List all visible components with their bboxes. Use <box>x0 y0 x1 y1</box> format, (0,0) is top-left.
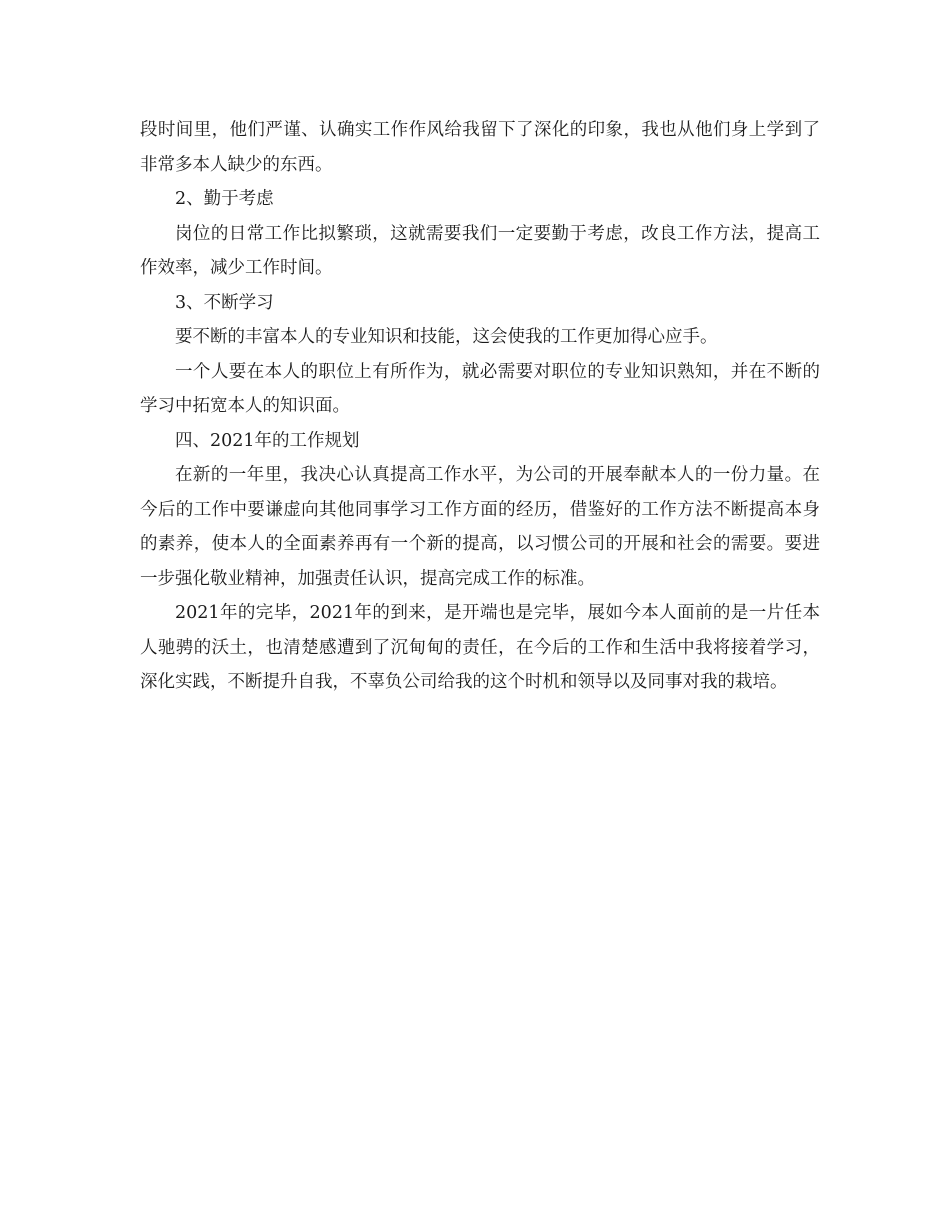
heading-diligent-thinking: 2、勤于考虑 <box>175 189 274 209</box>
document-body <box>140 113 820 700</box>
paragraph-learning-skills: 要不断的丰富本人的专业知识和技能，这会使我的工作更加得心应手。 <box>175 327 718 347</box>
paragraph-learning-knowledge: 一个人要在本人的职位上有所作为，就必需要对职位的专业知识熟知，并在不断的学习中拓宽本人的知识面。 <box>140 361 820 416</box>
paragraph-conclusion: 2021年的完毕，2021年的到来，是开端也是完毕，展如今本人面前的是一片任本人驰骋的沃土，也清楚感遭到了沉甸甸的责任，在今后的工作和生活中我将接着学习，深化实践，不断提升自我，不辜负公司给我的这个时机和领导以及同事对我的栽培。 <box>140 603 820 692</box>
heading-continuous-learning: 3、不断学习 <box>175 292 274 313</box>
paragraph-diligent-thinking: 岗位的日常工作比拟繁琐，这就需要我们一定要勤于考虑，改良工作方法，提高工作效率，减少工作时间。 <box>140 223 820 278</box>
paragraph-continuation: 段时间里，他们严谨、认确实工作作风给我留下了深化的印象，我也从他们身上学到了非常多本人缺少的东西。 <box>140 120 820 175</box>
heading-work-plan: 四、2021年的工作规划 <box>175 430 360 451</box>
paragraph-work-plan: 在新的一年里，我决心认真提高工作水平，为公司的开展奉献本人的一份力量。在今后的工作中要谦虚向其他同事学习工作方面的经历，借鉴好的工作方法不断提高本身的素养，使本人的全面素养再有一个新的提高，以习惯公司的开展和社会的需要。要进一步强化敬业精神，加强责任认识，提高完成工作的标准。 <box>140 465 820 589</box>
